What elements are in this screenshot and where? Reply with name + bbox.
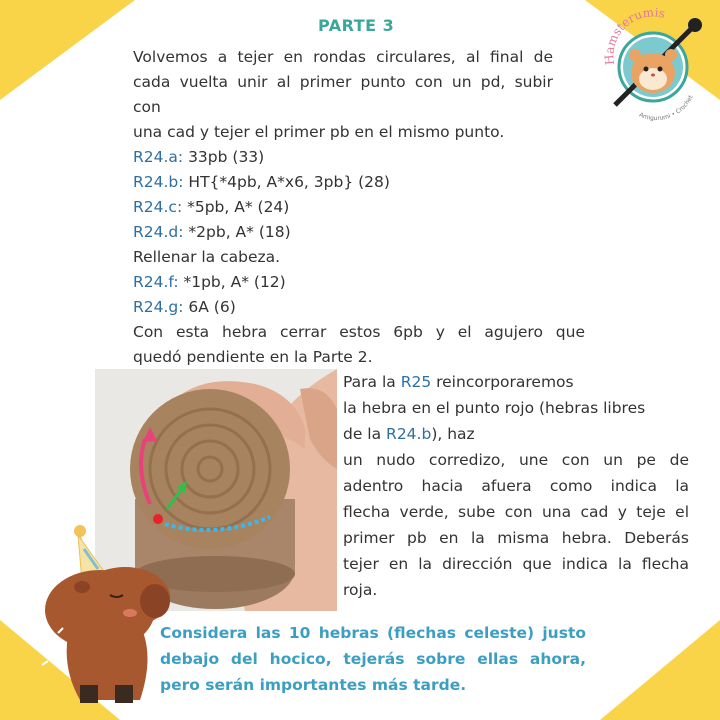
round-text: Rellenar la cabeza. (133, 248, 281, 266)
logo-subtext: Amigurumi • Crochet (637, 94, 695, 123)
instruction-text: Para la (343, 373, 401, 391)
capybara-illustration (20, 515, 180, 715)
note-line: debajo del hocico, tejerás sobre ellas ahora, (160, 650, 586, 668)
intro-line: una cad y tejer el primer pb en el mismo punto. (133, 123, 505, 141)
note-line: Considera las 10 hebras (flechas celeste) justo (160, 624, 586, 642)
close-line: quedó pendiente en la Parte 2. (133, 348, 373, 366)
round-line (133, 197, 289, 217)
round-text: *2pb, A* (18) (183, 223, 291, 241)
round-label: R24.f: (133, 273, 179, 291)
round-ref: R25 (400, 373, 432, 391)
note-line: pero serán importantes más tarde. (160, 676, 467, 694)
instruction-line: flecha verde, sube con una cad y teje el (343, 503, 689, 521)
round-text: *5pb, A* (24) (182, 198, 290, 216)
round-text: *1pb, A* (12) (178, 273, 286, 291)
round-text: HT{*4pb, A*x6, 3pb} (28) (183, 173, 390, 191)
intro-line: con (133, 98, 161, 116)
round-line (133, 172, 390, 192)
round-label: R24.b: (133, 173, 184, 191)
instruction-line: adentro hacia afuera como indica la (343, 477, 689, 495)
instruction-line (343, 422, 475, 446)
hamster-logo (595, 5, 715, 125)
round-text: 33pb (33) (183, 148, 265, 166)
round-text: 6A (6) (183, 298, 236, 316)
close-line: Con esta hebra cerrar estos 6pb y el agujero que (133, 323, 585, 341)
round-line (133, 147, 264, 167)
round-label: R24.c: (133, 198, 183, 216)
round-line (133, 222, 291, 242)
instruction-line (343, 370, 574, 394)
round-label: R24.a: (133, 148, 184, 166)
intro-line: cada vuelta unir al primer punto con un pd, subir (133, 73, 553, 91)
instruction-text: ), haz (431, 425, 475, 443)
instruction-text: reincorporaremos (431, 373, 574, 391)
instruction-line: la hebra en el punto rojo (hebras libres (343, 399, 646, 417)
instruction-text: de la (343, 425, 387, 443)
instruction-line: tejer en la dirección que indica la flecha (343, 555, 689, 573)
instruction-line: primer pb en la misma hebra. Deberás (343, 529, 689, 547)
intro-line: Volvemos a tejer en rondas circulares, al final de (133, 48, 553, 66)
section-title: PARTE 3 (318, 16, 395, 35)
round-line (133, 272, 286, 292)
instruction-line: un nudo corredizo, une con un pe de (343, 451, 689, 469)
round-label: R24.d: (133, 223, 184, 241)
round-label: R24.g: (133, 298, 184, 316)
logo-text: Hamsterumis (602, 5, 667, 66)
round-line (133, 247, 280, 267)
instruction-line: roja. (343, 581, 378, 599)
round-line (133, 297, 236, 317)
round-ref: R24.b (386, 425, 432, 443)
